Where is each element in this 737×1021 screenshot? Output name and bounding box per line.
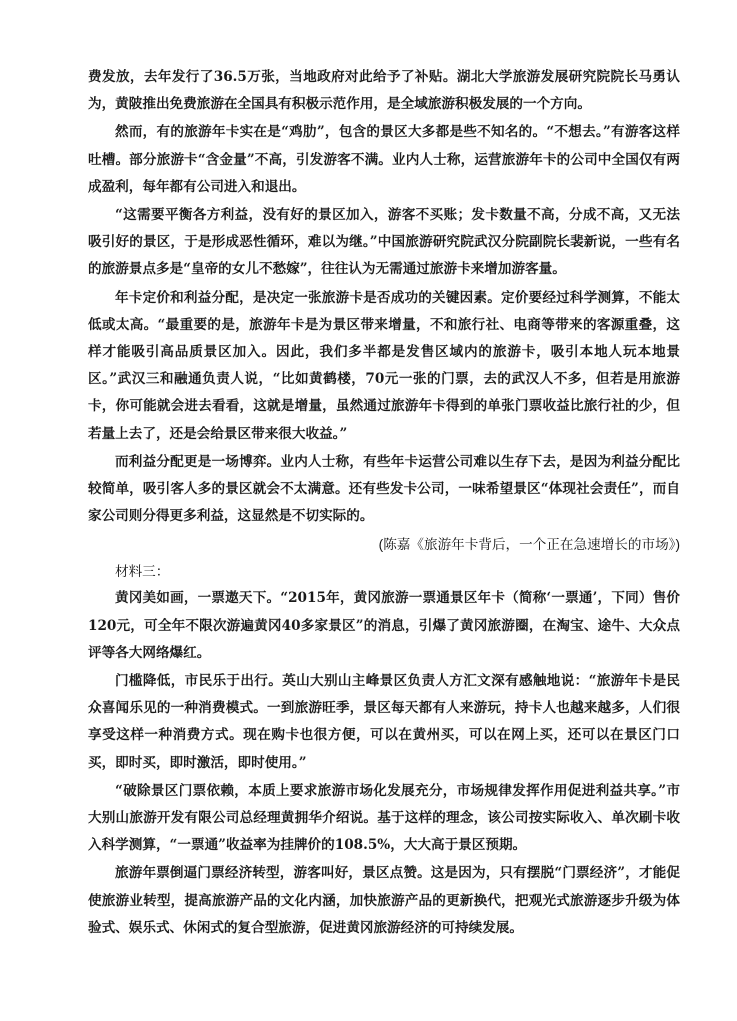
- paragraph: 旅游年票倒逼门票经济转型，游客叫好，景区点赞。这是因为，只有摆脱“门票经济”，才能促使旅游业转型，提高旅游产品的文化内涵，加快旅游产品的更新换代，把观光式旅游逐步升级为体验式、娱乐式、休闲式的复合型旅游，促进黄冈旅游经济的可持续发展。: [88, 865, 680, 936]
- paragraph: “这需要平衡各方利益，没有好的景区加入，游客不买账；发卡数量不高，分成不高，又无法吸引好的景区，于是形成恶性循环，难以为继。”中国旅游研究院武汉分院副院长裴新说，一些有名的旅游景点多是“皇帝的女儿不愁嫁”，往往认为无需通过旅游卡来增加游客量。: [88, 207, 680, 278]
- paragraph: 门槛降低，市民乐于出行。英山大别山主峰景区负责人方汇文深有感触地说：“旅游年卡是民众喜闻乐见的一种消费模式。一到旅游旺季，景区每天都有人来游玩，持卡人也越来越多，人们很享受这样一种消费方式。现在购卡也很方便，可以在黄州买，可以在网上买，还可以在景区门口买，即时买，即时激活，即时使用。”: [88, 673, 680, 771]
- paragraph: 而利益分配更是一场博弈。业内人士称，有些年卡运营公司难以生存下去，是因为利益分配比较简单，吸引客人多的景区就会不太满意。还有些发卡公司，一味希望景区“体现社会责任”，而自家公司则分得更多利益，这显然是不切实际的。: [88, 453, 680, 525]
- paragraph: 黄冈美如画，一票遨天下。“2015年，黄冈旅游一票通景区年卡（简称‘一票通’，下同）售价120元，可全年不限次游遍黄冈40多家景区”的消息，引爆了黄冈旅游圈，在淘宝、途牛、大众点评等各大网络爆红。: [88, 590, 680, 661]
- paragraph-continuation: 费发放，去年发行了36.5万张，当地政府对此给予了补贴。湖北大学旅游发展研究院院长马勇认为，黄陂推出免费旅游在全国具有积极示范作用，是全域旅游积极发展的一个方向。: [88, 69, 680, 113]
- source-citation: (陈嘉《旅游年卡背后，一个正在急速增长的市场》): [378, 537, 680, 553]
- paragraph: 年卡定价和利益分配，是决定一张旅游卡是否成功的关键因素。定价要经过科学测算，不能太低或太高。“最重要的是，旅游年卡是为景区带来增量，不和旅行社、电商等带来的客源重叠，这样才能吸引高品质景区加入。因此，我们多半都是发售区域内的旅游卡，吸引本地人玩本地景区。”武汉三和融通负责人说，“比如黄鹤楼，70元一张的门票，去的武汉人不多，但若是用旅游卡，你可能就会进去看看，这就是增量，虽然通过旅游年卡得到的单张门票收益比旅行社的少，但若量上去了，还是会给景区带来很大收益。”: [88, 289, 680, 442]
- paragraph: “破除景区门票依赖，本质上要求旅游市场化发展充分，市场规律发挥作用促进利益共享。”市大别山旅游开发有限公司总经理黄拥华介绍说。基于这样的理念，该公司按实际收入、单次刷卡收入科学测算，“一票通”收益率为挂牌价的108.5%，大大高于景区预期。: [88, 782, 680, 854]
- paragraph: 然而，有的旅游年卡实在是“鸡肋”，包含的景区大多都是些不知名的。“不想去。”有游客这样吐槽。部分旅游卡“含金量”不高，引发游客不满。业内人士称，运营旅游年卡的公司中全国仅有两成盈利，每年都有公司进入和退出。: [88, 124, 680, 195]
- section-heading: 材料三：: [115, 564, 170, 580]
- document-body: [88, 64, 680, 943]
